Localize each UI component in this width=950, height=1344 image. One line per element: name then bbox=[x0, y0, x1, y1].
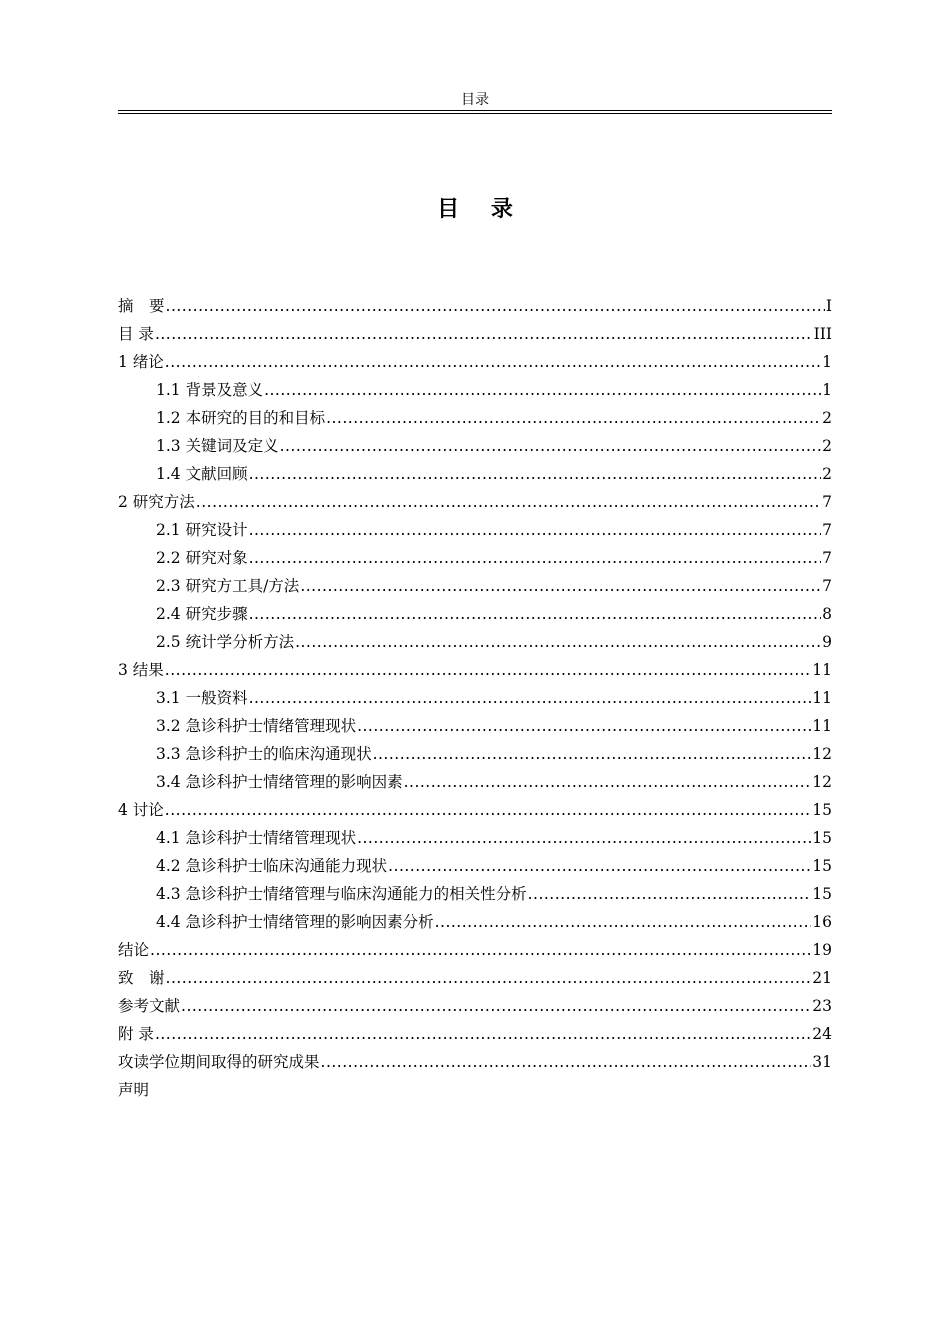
toc-entry-label: 4.2 急诊科护士临床沟通能力现状 bbox=[156, 857, 388, 875]
toc-entry[interactable] bbox=[118, 432, 832, 460]
toc-entry-label: 1.3 关键词及定义 bbox=[156, 437, 279, 455]
toc-entry-label: 2 研究方法 bbox=[118, 493, 195, 511]
toc-entry-page: 24 bbox=[812, 1025, 832, 1043]
toc-entry-label: 4.4 急诊科护士情绪管理的影响因素分析 bbox=[156, 913, 434, 931]
toc-entry-page: 31 bbox=[812, 1053, 832, 1071]
toc-entry-label: 攻读学位期间取得的研究成果 bbox=[118, 1053, 320, 1071]
toc-entry[interactable] bbox=[118, 824, 832, 852]
dot-leader bbox=[373, 740, 812, 768]
toc-entry[interactable] bbox=[118, 460, 832, 488]
dot-leader bbox=[326, 404, 821, 432]
toc-entry-page: 2 bbox=[822, 465, 832, 483]
running-header: 目录 bbox=[461, 92, 489, 108]
toc-entry[interactable] bbox=[118, 376, 832, 404]
toc-entry-page: 7 bbox=[822, 549, 832, 567]
toc-entry[interactable] bbox=[118, 348, 832, 376]
toc-entry[interactable] bbox=[118, 516, 832, 544]
toc-entry-label: 2.2 研究对象 bbox=[156, 549, 248, 567]
toc-entry-label: 附 录 bbox=[118, 1025, 154, 1043]
dot-leader bbox=[165, 348, 821, 376]
dot-leader bbox=[388, 852, 811, 880]
toc-entry-page: 11 bbox=[812, 661, 832, 679]
toc-entry-page: 21 bbox=[812, 969, 832, 987]
dot-leader bbox=[249, 516, 822, 544]
toc-entry-label: 4.3 急诊科护士情绪管理与临床沟通能力的相关性分析 bbox=[156, 885, 527, 903]
toc-entry-page: 8 bbox=[822, 605, 832, 623]
dot-leader bbox=[165, 656, 811, 684]
toc-entry[interactable] bbox=[118, 936, 832, 964]
toc-entry-label: 3.3 急诊科护士的临床沟通现状 bbox=[156, 745, 372, 763]
toc-entry-page: III bbox=[813, 325, 832, 343]
dot-leader bbox=[295, 628, 821, 656]
toc-entry-label: 1.2 本研究的目的和目标 bbox=[156, 409, 326, 427]
toc-entry-page: 7 bbox=[822, 577, 832, 595]
toc-entry[interactable] bbox=[118, 572, 832, 600]
toc-entry-page: 16 bbox=[812, 913, 832, 931]
toc-entry-label: 3 结果 bbox=[118, 661, 164, 679]
toc-entry-label: 3.2 急诊科护士情绪管理现状 bbox=[156, 717, 357, 735]
toc-entry-label: 摘 要 bbox=[118, 297, 165, 315]
table-of-contents bbox=[118, 292, 832, 1104]
toc-entry-label: 2.1 研究设计 bbox=[156, 521, 248, 539]
toc-entry-page: 11 bbox=[812, 689, 832, 707]
dot-leader bbox=[155, 1020, 811, 1048]
dot-leader bbox=[155, 320, 813, 348]
toc-entry-label: 1.4 文献回顾 bbox=[156, 465, 248, 483]
toc-entry-label: 1 绪论 bbox=[118, 353, 164, 371]
dot-leader bbox=[166, 292, 825, 320]
toc-entry-page: 7 bbox=[822, 521, 832, 539]
dot-leader bbox=[357, 712, 811, 740]
toc-title: 目 录 bbox=[437, 196, 525, 222]
toc-entry-page: 12 bbox=[812, 745, 832, 763]
dot-leader bbox=[357, 824, 811, 852]
toc-entry-label: 4 讨论 bbox=[118, 801, 164, 819]
dot-leader bbox=[321, 1048, 812, 1076]
toc-entry-label: 3.4 急诊科护士情绪管理的影响因素 bbox=[156, 773, 403, 791]
dot-leader bbox=[404, 768, 812, 796]
dot-leader bbox=[196, 488, 821, 516]
dot-leader bbox=[249, 460, 822, 488]
toc-entry-label: 4.1 急诊科护士情绪管理现状 bbox=[156, 829, 357, 847]
toc-entry-label: 声明 bbox=[118, 1081, 150, 1099]
toc-entry-page: 7 bbox=[822, 493, 832, 511]
toc-entry-page: 15 bbox=[812, 857, 832, 875]
dot-leader bbox=[249, 600, 822, 628]
toc-entry[interactable] bbox=[118, 1048, 832, 1076]
toc-entry[interactable] bbox=[118, 768, 832, 796]
toc-entry-page: 12 bbox=[812, 773, 832, 791]
toc-entry[interactable] bbox=[118, 964, 832, 992]
toc-entry-page: 2 bbox=[822, 437, 832, 455]
toc-entry-label: 结论 bbox=[118, 941, 150, 959]
toc-entry[interactable] bbox=[118, 740, 832, 768]
toc-entry[interactable] bbox=[118, 544, 832, 572]
toc-entry-label: 2.3 研究方工具/方法 bbox=[156, 577, 300, 595]
toc-entry[interactable] bbox=[118, 628, 832, 656]
toc-entry[interactable] bbox=[118, 320, 832, 348]
toc-entry[interactable] bbox=[118, 600, 832, 628]
toc-entry-page: 15 bbox=[812, 829, 832, 847]
dot-leader bbox=[166, 964, 812, 992]
toc-entry-label: 目 录 bbox=[118, 325, 154, 343]
toc-entry-label: 参考文献 bbox=[118, 997, 181, 1015]
toc-entry-page: I bbox=[825, 297, 832, 315]
toc-entry-label: 2.5 统计学分析方法 bbox=[156, 633, 295, 651]
toc-entry[interactable] bbox=[118, 880, 832, 908]
toc-entry-page: 2 bbox=[822, 409, 832, 427]
toc-entry[interactable] bbox=[118, 292, 832, 320]
toc-entry[interactable] bbox=[118, 1020, 832, 1048]
toc-entry[interactable] bbox=[118, 488, 832, 516]
toc-entry[interactable] bbox=[118, 656, 832, 684]
toc-entry-page: 1 bbox=[822, 353, 832, 371]
toc-entry-page: 23 bbox=[812, 997, 832, 1015]
header-rule bbox=[118, 110, 832, 114]
dot-leader bbox=[264, 376, 821, 404]
toc-entry[interactable] bbox=[118, 992, 832, 1020]
toc-entry[interactable] bbox=[118, 908, 832, 936]
toc-entry[interactable] bbox=[118, 852, 832, 880]
toc-entry[interactable] bbox=[118, 796, 832, 824]
toc-entry[interactable] bbox=[118, 684, 832, 712]
dot-leader bbox=[528, 880, 812, 908]
dot-leader bbox=[249, 684, 812, 712]
dot-leader bbox=[165, 796, 811, 824]
toc-entry-page: 1 bbox=[822, 381, 832, 399]
toc-entry-page: 19 bbox=[812, 941, 832, 959]
toc-entry-label: 2.4 研究步骤 bbox=[156, 605, 248, 623]
toc-entry[interactable] bbox=[118, 712, 832, 740]
toc-entry-page: 15 bbox=[812, 801, 832, 819]
toc-entry[interactable] bbox=[118, 404, 832, 432]
dot-leader bbox=[435, 908, 812, 936]
dot-leader bbox=[249, 544, 822, 572]
toc-entry-label: 3.1 一般资料 bbox=[156, 689, 248, 707]
dot-leader bbox=[181, 992, 811, 1020]
toc-entry-page: 15 bbox=[812, 885, 832, 903]
toc-entry-page: 9 bbox=[822, 633, 832, 651]
toc-entry-label: 致 谢 bbox=[118, 969, 165, 987]
dot-leader bbox=[150, 936, 811, 964]
toc-entry[interactable] bbox=[118, 1076, 832, 1104]
dot-leader bbox=[280, 432, 822, 460]
dot-leader bbox=[300, 572, 821, 600]
toc-entry-page: 11 bbox=[812, 717, 832, 735]
toc-entry-label: 1.1 背景及意义 bbox=[156, 381, 264, 399]
